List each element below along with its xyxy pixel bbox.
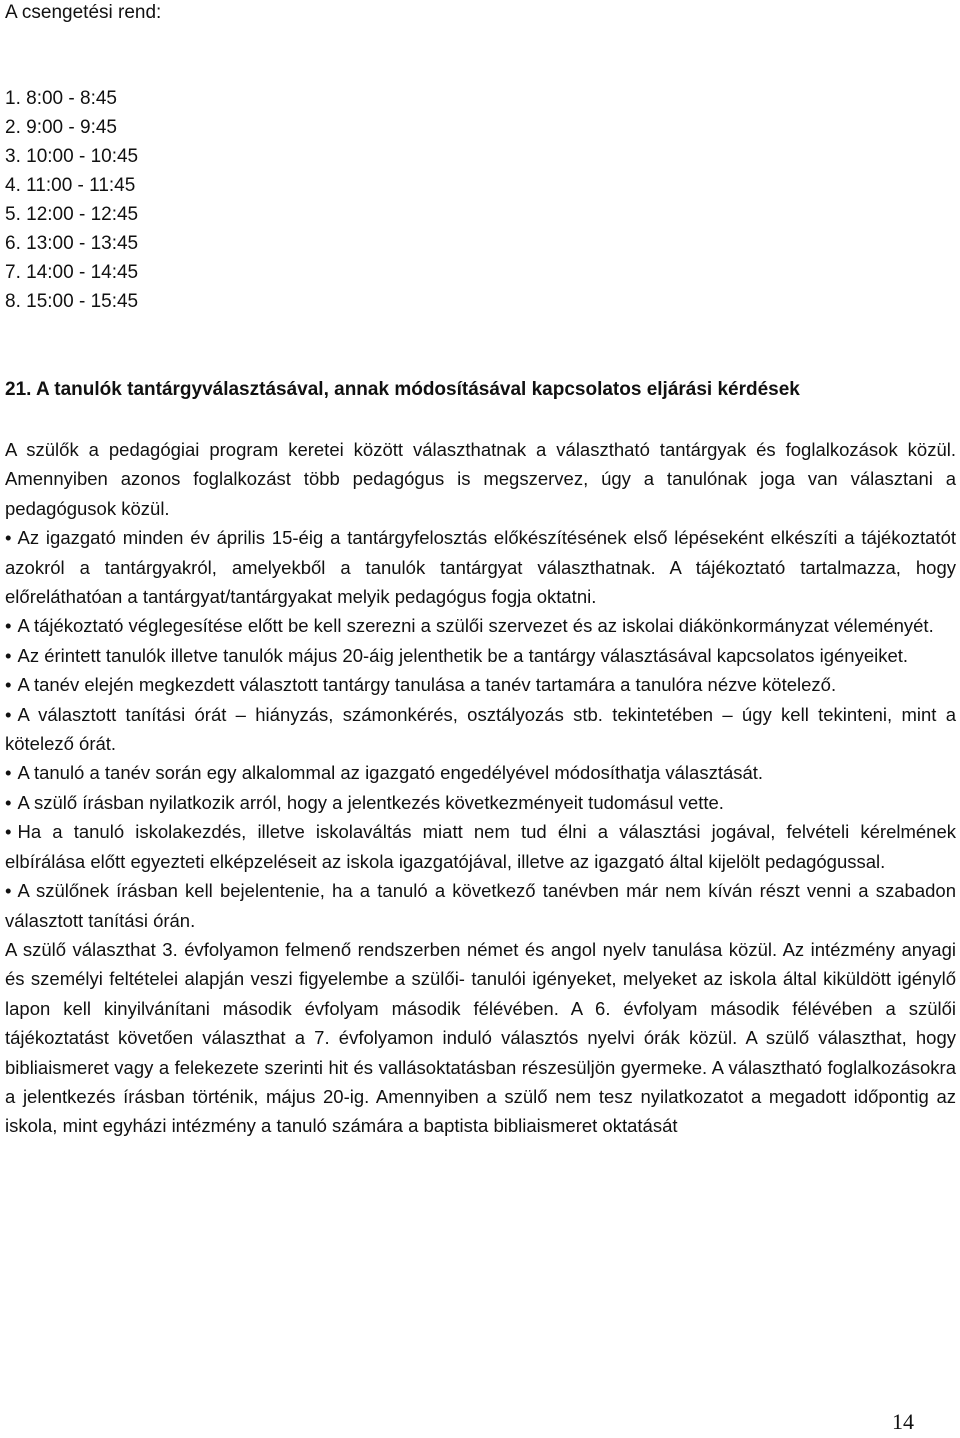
bell-schedule-row	[5, 258, 956, 287]
bullet-paragraph: • A szülő írásban nyilatkozik arról, hogy a jelentkezés következményeit tudomásul vette.	[5, 788, 956, 817]
bell-schedule-list	[5, 84, 956, 316]
bullet-paragraph: • A tanév elején megkezdett választott tantárgy tanulása a tanév tartamára a tanulóra nézve kötelező.	[5, 670, 956, 699]
period-number: 7.	[5, 262, 21, 283]
bullet-paragraph: • Ha a tanuló iskolakezdés, illetve iskolaváltás miatt nem tud élni a választási jogával, felvételi kérelmének elbírálása előtt egyezteti elképzeléseit az iskola igazgatójával, illetve az igazgató által kijelölt pedagógussal.	[5, 817, 956, 876]
period-number: 6.	[5, 233, 21, 254]
bullet-paragraph: • A szülőnek írásban kell bejelentenie, ha a tanuló a következő tanévben már nem kíván részt venni a szabadon választott tanítási órán.	[5, 876, 956, 935]
bullet-paragraph: • A választott tanítási órát – hiányzás, számonkérés, osztályozás stb. tekintetében – úgy kell tekinteni, mint a kötelező órát.	[5, 700, 956, 759]
period-time: 11:00 - 11:45	[26, 175, 136, 196]
bell-schedule-row	[5, 200, 956, 229]
bell-schedule-row	[5, 229, 956, 258]
period-number: 5.	[5, 204, 21, 225]
period-time: 8:00 - 8:45	[26, 88, 117, 109]
bell-schedule-row	[5, 113, 956, 142]
document-page	[5, 0, 956, 1141]
section-heading: 21. A tanulók tantárgyválasztásával, annak módosításával kapcsolatos eljárási kérdések	[5, 379, 800, 400]
period-number: 1.	[5, 88, 21, 109]
bullet-paragraph: • A tanuló a tanév során egy alkalommal az igazgató engedélyével módosíthatja választását.	[5, 758, 956, 787]
page-number: 14	[892, 1409, 914, 1434]
bell-schedule-row	[5, 287, 956, 316]
period-number: 8.	[5, 291, 21, 312]
bullet-paragraph: • Az igazgató minden év április 15-éig a tantárgyfelosztás előkészítésének első lépéseként elkészíti a tájékoztatót azokról a tantárgyakról, amelyekből a tanulók tantárgyat választhatnak. A tájékoztató tartalmazza, hogy előreláthatóan a tantárgyat/tantárgyakat melyik pedagógus fogja oktatni.	[5, 523, 956, 611]
period-time: 12:00 - 12:45	[26, 204, 139, 225]
closing-paragraph: A szülő választhat 3. évfolyamon felmenő rendszerben német és angol nyelv tanulása közül. Az intézmény anyagi és személyi feltételei alapján veszi figyelembe a szülői- tanulói igényeket, melyeket az iskola által kiküldött igénylő lapon kell kinyilvánítani második évfolyam második félévében. A 6. évfolyam második félévében a szülői tájékoztatást követően választhat a 7. évfolyamon induló választós nyelvi órák közül. A szülő választhat, hogy bibliaismeret vagy a felekezete szerinti hit és vallásoktatásban részesüljön gyermeke. A választható foglalkozásokra a jelentkezés írásban történik, május 20-ig. Amennyiben a szülő nem tesz nyilatkozatot a megadott időpontig az iskola, mint egyházi intézmény a tanuló számára a baptista bibliaismeret oktatását	[5, 938, 956, 1137]
bullet-paragraph: • A tájékoztató véglegesítése előtt be kell szerezni a szülői szervezet és az iskolai diákönkormányzat véleményét.	[5, 611, 956, 640]
period-number: 2.	[5, 117, 21, 138]
intro-paragraph: A szülők a pedagógiai program keretei között választhatnak a választható tantárgyak és foglalkozások közül. Amennyiben azonos foglalkozást több pedagógus is megszervez, úgy a tanulónak joga van választani a pedagógusok közül.	[5, 439, 956, 519]
bell-schedule-row	[5, 142, 956, 171]
bell-schedule-heading: A csengetési rend:	[5, 2, 162, 23]
bell-schedule-row	[5, 171, 956, 200]
period-number: 3.	[5, 146, 21, 167]
bell-schedule-row	[5, 84, 956, 113]
period-time: 14:00 - 14:45	[26, 262, 139, 283]
bullet-paragraph: • Az érintett tanulók illetve tanulók május 20-áig jelenthetik be a tantárgy választásával kapcsolatos igényeiket.	[5, 641, 956, 670]
period-time: 15:00 - 15:45	[26, 291, 139, 312]
section-body	[5, 435, 956, 1141]
period-number: 4.	[5, 175, 21, 196]
period-time: 13:00 - 13:45	[26, 233, 139, 254]
period-time: 10:00 - 10:45	[26, 146, 139, 167]
period-time: 9:00 - 9:45	[26, 117, 117, 138]
